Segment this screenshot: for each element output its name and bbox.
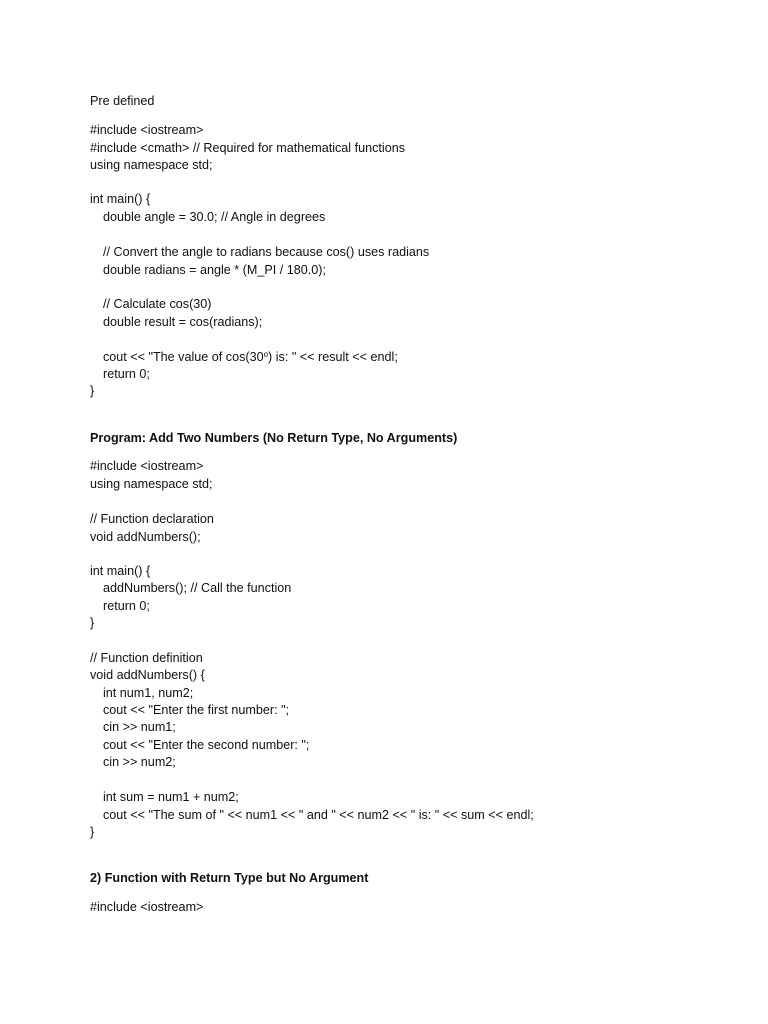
code-line: #include <iostream>: [90, 123, 204, 137]
code-text: cout << "The value of cos(30: [103, 350, 264, 364]
code-line: #include <iostream>: [90, 900, 204, 914]
code-text: ) is: " << result << endl;: [268, 350, 398, 364]
code-line: // Calculate cos(30): [103, 297, 212, 311]
code-line: double result = cos(radians);: [103, 315, 263, 329]
code-line: int main() {: [90, 192, 151, 206]
heading-program2: 2) Function with Return Type but No Argument: [90, 871, 369, 885]
heading-predefined: Pre defined: [90, 94, 155, 108]
code-line: #include <iostream>: [90, 459, 204, 473]
code-line: // Convert the angle to radians because cos() uses radians: [103, 245, 430, 259]
code-line: }: [90, 384, 95, 398]
code-line: #include <cmath> // Required for mathematical functions: [90, 141, 406, 155]
code-line: cout << "The sum of " << num1 << " and " << num2 << " is: " << sum << endl;: [103, 808, 534, 822]
code-line: using namespace std;: [90, 158, 213, 172]
code-line: cin >> num1;: [103, 720, 176, 734]
code-line: [103, 350, 398, 365]
code-line: // Function definition: [90, 651, 203, 665]
code-line: }: [90, 616, 95, 630]
code-line: addNumbers(); // Call the function: [103, 581, 292, 595]
code-line: return 0;: [103, 367, 150, 381]
code-line: cout << "Enter the second number: ";: [103, 738, 310, 752]
code-line: }: [90, 825, 95, 839]
code-line: using namespace std;: [90, 477, 213, 491]
code-line: void addNumbers() {: [90, 668, 205, 682]
code-line: cout << "Enter the first number: ";: [103, 703, 290, 717]
code-line: cin >> num2;: [103, 755, 176, 769]
heading-program1: Program: Add Two Numbers (No Return Type, No Arguments): [90, 431, 458, 445]
code-line: return 0;: [103, 599, 150, 613]
code-line: double angle = 30.0; // Angle in degrees: [103, 210, 326, 224]
code-line: int sum = num1 + num2;: [103, 790, 239, 804]
code-line: void addNumbers();: [90, 530, 201, 544]
degree-symbol: o: [263, 350, 269, 359]
code-line: int num1, num2;: [103, 686, 194, 700]
code-line: int main() {: [90, 564, 151, 578]
code-line: double radians = angle * (M_PI / 180.0);: [103, 263, 326, 277]
code-line: // Function declaration: [90, 512, 214, 526]
